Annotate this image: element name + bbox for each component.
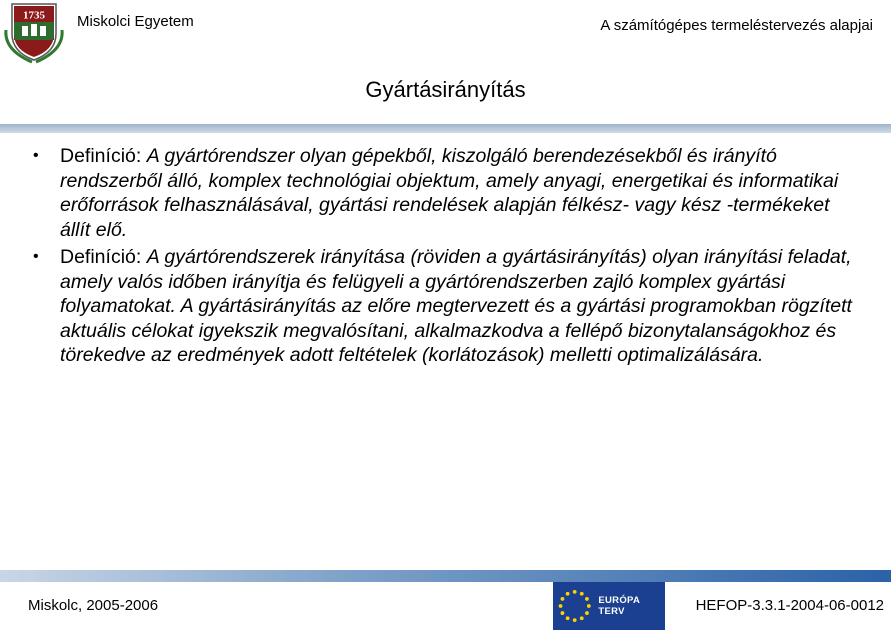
bullet-dot-icon: • [33,147,39,164]
bullet-item-2 [33,245,863,368]
bullet-dot-icon: • [33,248,39,265]
bullet-text: A gyártórendszer olyan gépekből, kiszolgáló berendezésekből és irányító rendszerből álló, komplex technológiai objektum, amely anyagi, energetikai és informatikai erőforrások felhasználásával, gyártási rendelések alapján félkész- vagy kész -termékeket állít elő. [60,145,839,241]
footer-divider-bar [0,570,891,582]
crest-year: 1735 [23,9,45,22]
eu-logo-text: EURÓPA TERV [598,595,640,617]
footer-location-year: Miskolc, 2005-2006 [28,597,159,614]
slide-title: Gyártásirányítás [365,77,526,102]
bullet-text: A gyártórendszerek irányítása (röviden a gyártásirányítás) olyan irányítási feladat, amely valós időben irányítja és felügyeli a gyártórendszerben zajló komplex gyártási folyamatokat. A gyártásirányítás az előre megtervezett és a gyártási programokban rögzített aktuális célokat igyekszik megvalósítani, alkalmazkodva a fellépő bizonytalanságokhoz és törekedve az eredmények adott feltételek (korlátozások) melletti optimalizálására. [60,246,852,366]
eu-europa-terv-logo [553,582,665,630]
university-crest-logo [2,0,66,64]
bullet-item-1 [33,144,863,242]
title-divider-bar [0,124,891,133]
bullet-label: Definíció: [60,246,147,268]
header-course-title: A számítógépes termeléstervezés alapjai [600,17,873,34]
bullet-label: Definíció: [60,145,147,167]
footer-project-code: HEFOP-3.3.1-2004-06-0012 [695,597,884,614]
eu-stars-icon [553,582,596,630]
slide-content [33,144,863,371]
header-university-name: Miskolci Egyetem [77,13,194,30]
